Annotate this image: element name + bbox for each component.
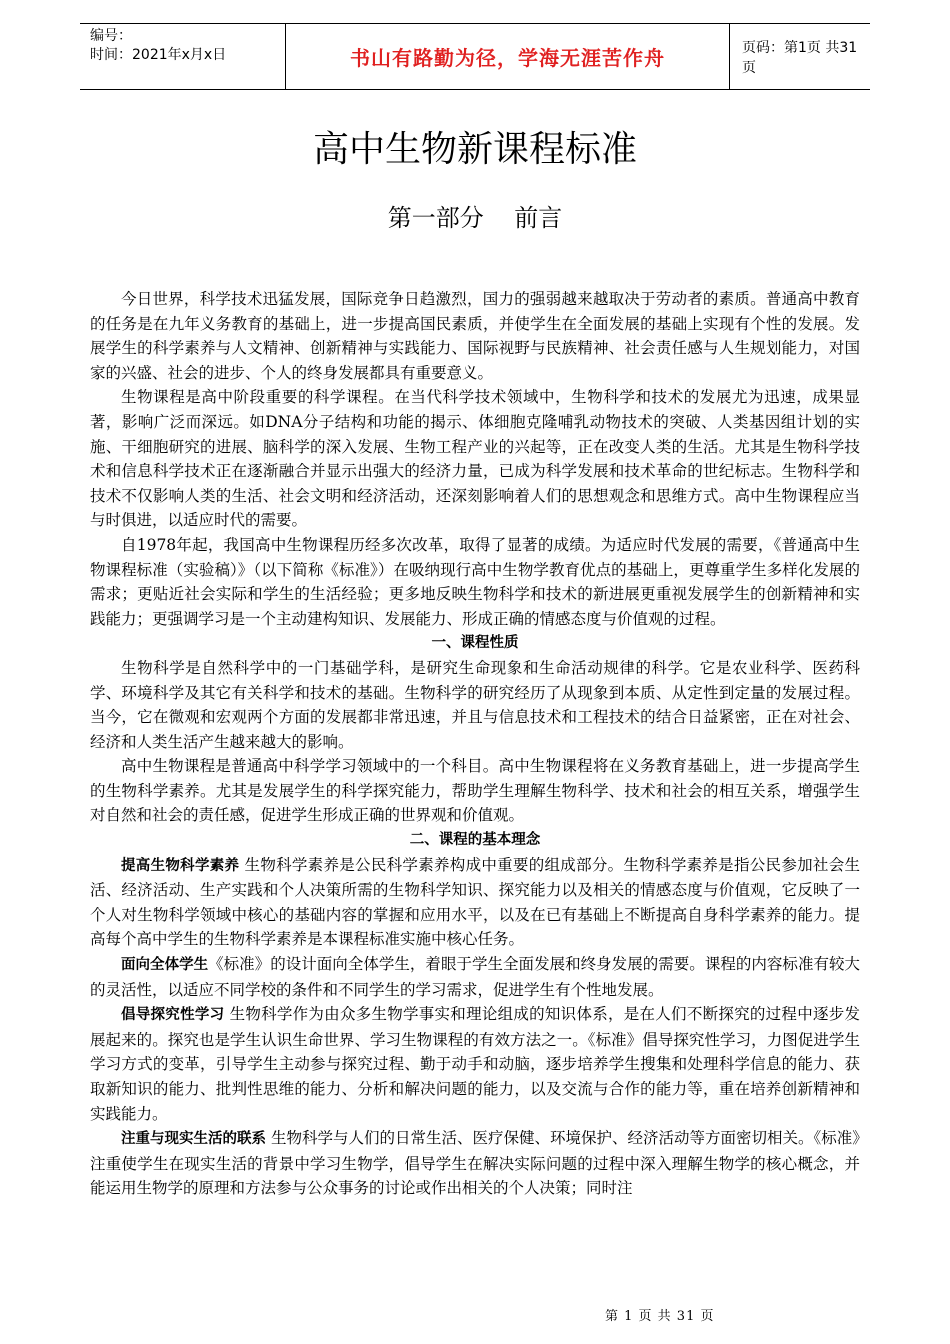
paragraph-text: 《标准》的设计面向全体学生，着眼于学生全面发展和终身发展的需要。课程的内容标准有较大的灵活性，以适应不同学校的条件和不同学生的学习需求，促进学生有个性地发展。 (90, 955, 861, 999)
paragraph: 生物科学是自然科学中的一门基础学科，是研究生命现象和生命活动规律的科学。它是农业科学、医药科学、环境科学及其它有关科学和技术的基础。生物科学的研究经历了从现象到本质、从定性到定量的发展过程。当今，它在微观和宏观两个方面的发展都非常迅速，并且与信息技术和工程技术的结合日益紧密，正在对社会、经济和人类生活产生越来越大的影响。 (90, 658, 860, 751)
document-title: 高中生物新课程标准 (312, 129, 637, 170)
document-body (90, 287, 860, 1201)
paragraph: 高中生物课程是普通高中科学学习领域中的一个科目。高中生物课程将在义务教育基础上，进一步提高学生的生物科学素养。尤其是发展学生的科学探究能力，帮助学生理解生物科学、技术和社会的相互关系，增强学生对自然和社会的责任感，促进学生形成正确的世界观和价值观。 (90, 757, 860, 825)
paragraph-text: 生物科学与人们的日常生活、医疗保健、环境保护、经济活动等方面密切相关。《标准》注重使学生在现实生活的背景中学习生物学，倡导学生在解决实际问题的过程中深入理解生物学的核心概念，并能运用生物学的原理和方法参与公众事务的讨论或作出相关的个人决策；同时注 (90, 1129, 860, 1198)
paragraph: 生物课程是高中阶段重要的科学课程。在当代科学技术领域中，生物科学和技术的发展尤为迅速，成果显著，影响广泛而深远。如DNA分子结构和功能的揭示、体细胞克隆哺乳动物技术的突破、人类基因组计划的实施、干细胞研究的进展、脑科学的深入发展、生物工程产业的兴起等，正在改变人类的生活。尤其是生物科学技术和信息科学技术正在逐渐融合并显示出强大的经济力量，已成为科学发展和技术革命的世纪标志。生物科学和技术不仅影响人类的生活、社会文明和经济活动，还深刻影响着人们的思想观念和思维方式。高中生物课程应当与时俱进，以适应时代的需要。 (90, 388, 860, 530)
part-title: 第一部分 前言 (387, 204, 563, 232)
paragraph (90, 1002, 860, 1126)
paragraph-lead: 倡导探究性学习 (121, 1007, 225, 1024)
section-heading: 一、课程性质 (431, 635, 519, 652)
header-number-label: 编号： (90, 28, 132, 44)
paragraph: 自1978年起，我国高中生物课程历经多次改革，取得了显著的成绩。为适应时代发展的需要，《普通高中生物课程标准（实验稿）》（以下简称《标准》）在吸纳现行高中生物学教育优点的基础上，更尊重学生多样化发展的需求；更贴近社会实际和学生的生活经验；更多地反映生物科学和技术的新进展更重视发展学生的创新精神和实践能力；更强调学习是一个主动建构知识、发展能力、形成正确的情感态度与价值观的过程。 (90, 535, 860, 628)
header-time-label: 时间：2021年x月x日 (90, 47, 227, 63)
header-motto: 书山有路勤为径，学海无涯苦作舟 (285, 24, 730, 89)
header-page-info: 页码：第1页 共31页 (742, 39, 858, 76)
page-footer: 第 1 页 共 31 页 (605, 1309, 715, 1324)
paragraph (90, 952, 860, 1002)
section-heading: 二、课程的基本理念 (409, 832, 541, 849)
paragraph-text: 生物科学作为由众多生物学事实和理论组成的知识体系，是在人们不断探究的过程中逐步发展起来的。探究也是学生认识生命世界、学习生物课程的有效方法之一。《标准》倡导探究性学习，力图促进学生学习方式的变革，引导学生主动参与探究过程、勤于动手和动脑，逐步培养学生搜集和处理科学信息的能力、获取新知识的能力、批判性思维的能力、分析和解决问题的能力，以及交流与合作的能力等，重在培养创新精神和实践能力。 (90, 1005, 860, 1123)
paragraph-text: 生物科学素养是公民科学素养构成中重要的组成部分。生物科学素养是指公民参加社会生活、经济活动、生产实践和个人决策所需的生物科学知识、探究能力以及相关的情感态度与价值观，它反映了一个人对生物科学领域中核心的基础内容的掌握和应用水平，以及在已有基础上不断提高自身科学素养的能力。提高每个高中学生的生物科学素养是本课程标准实施中核心任务。 (90, 855, 860, 949)
paragraph: 今日世界，科学技术迅猛发展，国际竞争日趋激烈，国力的强弱越来越取决于劳动者的素质。普通高中教育的任务是在九年义务教育的基础上，进一步提高国民素质，并使学生在全面发展的基础上实现有个性的发展。发展学生的科学素养与人文精神、创新精神与实践能力、国际视野与民族精神、社会责任感与人生规划能力，对国家的兴盛、社会的进步、个人的终身发展都具有重要意义。 (90, 290, 860, 382)
paragraph-lead: 提高生物科学素养 (121, 857, 240, 874)
paragraph-lead: 面向全体学生 (121, 957, 209, 974)
page-header (80, 23, 870, 90)
paragraph (90, 1126, 860, 1201)
paragraph-lead: 注重与现实生活的联系 (121, 1131, 267, 1148)
header-meta (80, 24, 285, 89)
paragraph (90, 853, 860, 952)
